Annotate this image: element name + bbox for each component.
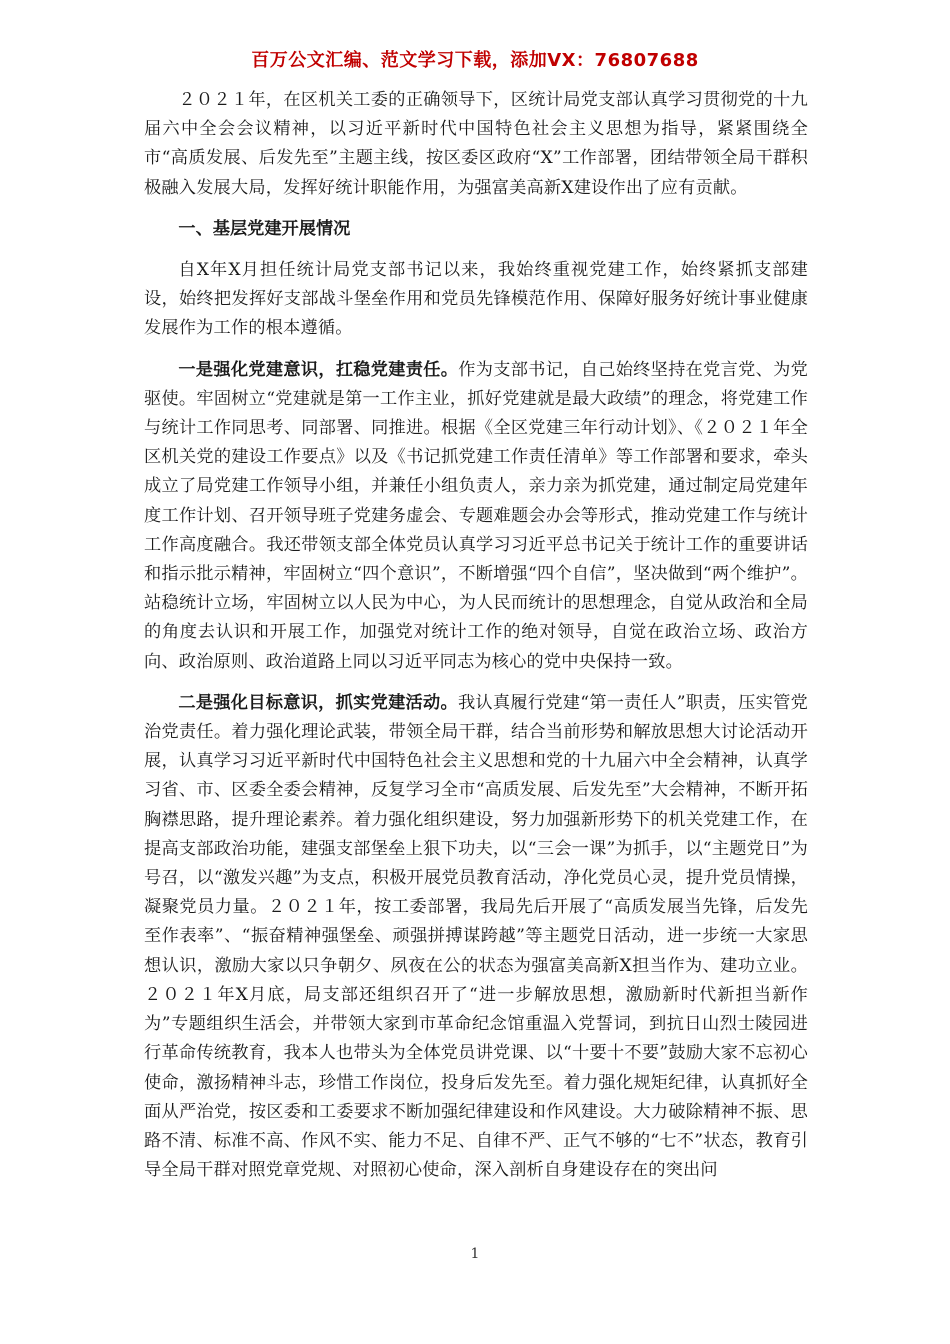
paragraph-2-body: 作为支部书记，自己始终坚持在党言党、为党驱使。牢固树立“党建就是第一工作主业，抓好党建就是最大政绩”的理念，将党建工作与统计工作同思考、同部署、同推进。根据《全区党建三年行动计划》、《２０２１年全区机关党的建设工作要点》以及《书记抓党建工作责任清单》等工作部署和要求，牵头成立了局党建工作领导小组，并兼任小组负责人，亲力亲为抓党建，通过制定局党建年度工作计划、召开领导班子党建务虚会、专题难题会办会等形式，推动党建工作与统计工作高度融合。我还带领支部全体党员认真学习习近平总书记关于统计工作的重要讲话和指示批示精神，牢固树立“四个意识”，不断增强“四个自信”，坚决做到“两个维护”。站稳统计立场，牢固树立以人民为中心，为人民而统计的思想理念，自觉从政治和全局的角度去认识和开展工作，加强党对统计工作的绝对领导，自觉在政治立场、政治方向、政治原则、政治道路上同以习近平同志为核心的党中央保持一致。 <box>144 359 808 672</box>
paragraph-1: 自X年X月担任统计局党支部书记以来，我始终重视党建工作，始终紧抓支部建设，始终把发挥好支部战斗堡垒作用和党员先锋模范作用、保障好服务好统计事业健康发展作为工作的根本遵循。 <box>144 260 808 339</box>
paragraph-2 <box>144 356 808 677</box>
paragraph-3-lead: 二是强化目标意识，抓实党建活动。 <box>178 692 458 713</box>
section-heading: 一、基层党建开展情况 <box>178 218 351 239</box>
paragraph-3 <box>144 689 808 1185</box>
header-banner: 百万公文汇编、范文学习下载，添加VX：76807688 <box>251 50 699 71</box>
paragraph-2-lead: 一是强化党建意识，扛稳党建责任。 <box>178 359 459 380</box>
document-body <box>144 86 808 1197</box>
intro-paragraph: ２０２１年，在区机关工委的正确领导下，区统计局党支部认真学习贯彻党的十九届六中全会会议精神，以习近平新时代中国特色社会主义思想为指导，紧紧围绕全市“高质发展、后发先至”主题主线，按区委区政府“X”工作部署，团结带领全局干群积极融入发展大局，发挥好统计职能作用，为强富美高新X建设作出了应有贡献。 <box>144 90 808 198</box>
page-number: 1 <box>470 1246 480 1262</box>
paragraph-3-body: 我认真履行党建“第一责任人”职责，压实管党治党责任。着力强化理论武装，带领全局干群，结合当前形势和解放思想大讨论活动开展，认真学习习近平新时代中国特色社会主义思想和党的十九届六中全会精神，认真学习省、市、区委全委会精神，反复学习全市“高质发展、后发先至”大会精神，不断开拓胸襟思路，提升理论素养。着力强化组织建设，努力加强新形势下的机关党建工作，在提高支部政治功能，建强支部堡垒上狠下功夫，以“三会一课”为抓手，以“主题党日”为号召，以“激发兴趣”为支点，积极开展党员教育活动，净化党员心灵，提升党员情操，凝聚党员力量。２０２１年，按工委部署，我局先后开展了“高质发展当先锋，后发先至作表率”、“振奋精神强堡垒、顽强拼搏谋跨越”等主题党日活动，进一步统一大家思想认识，激励大家以只争朝夕、夙夜在公的状态为强富美高新X担当作为、建功立业。２０２１年X月底，局支部还组织召开了“进一步解放思想，激励新时代新担当新作为”专题组织生活会，并带领大家到市革命纪念馆重温入党誓词，到抗日山烈士陵园进行革命传统教育，我本人也带头为全体党员讲党课、以“十要十不要”鼓励大家不忘初心使命，激扬精神斗志，珍惜工作岗位，投身后发先至。着力强化规矩纪律，认真抓好全面从严治党，按区委和工委要求不断加强纪律建设和作风建设。大力破除精神不振、思路不清、标准不高、作风不实、能力不足、自律不严、正气不够的“七不”状态，教育引导全局干群对照党章党规、对照初心使命，深入剖析自身建设存在的突出问 <box>144 692 808 1181</box>
